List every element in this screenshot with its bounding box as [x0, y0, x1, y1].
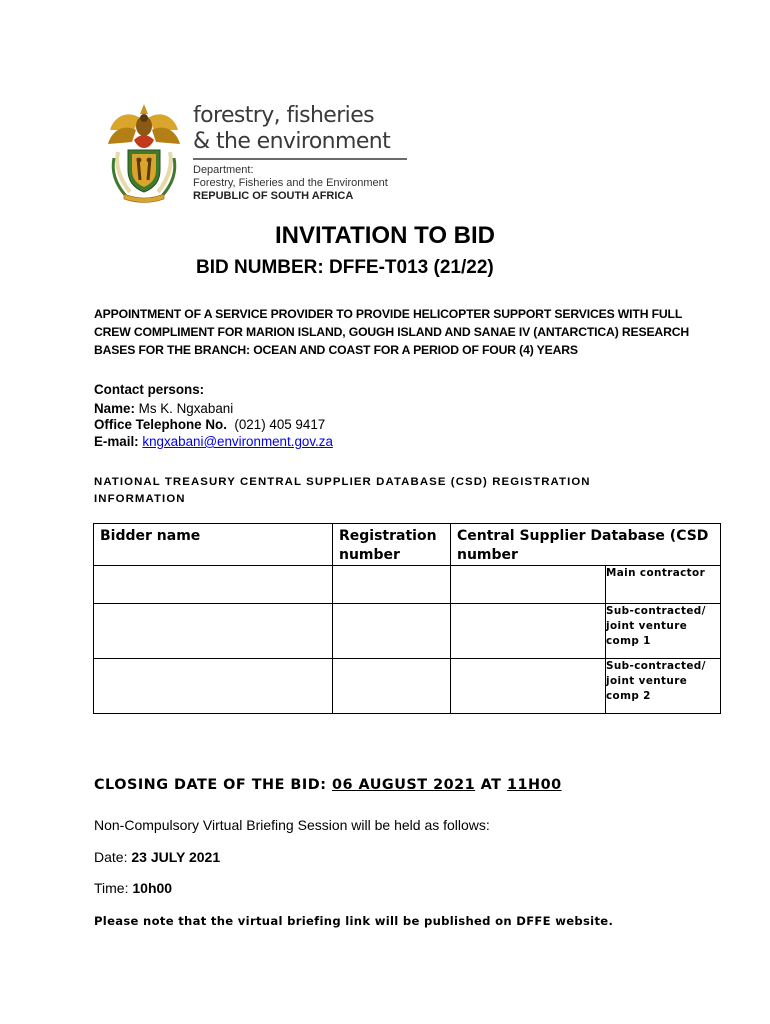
registration-number-cell[interactable] [333, 566, 451, 604]
coat-of-arms-logo [104, 100, 184, 204]
department-label: Department: [193, 164, 254, 176]
table-row [94, 604, 721, 659]
contact-name-value: Ms K. Ngxabani [138, 401, 234, 416]
table-row [94, 659, 721, 714]
briefing-session-text: Non-Compulsory Virtual Briefing Session will be held as follows: [94, 817, 490, 833]
brand-name-line-2: & the environment [193, 129, 391, 154]
csd-number-cell[interactable] [451, 604, 606, 659]
csd-section-heading: NATIONAL TREASURY CENTRAL SUPPLIER DATABASE (CSD) REGISTRATION INFORMATION [94, 476, 591, 505]
registration-number-cell[interactable] [333, 659, 451, 714]
document-title: INVITATION TO BID [275, 222, 495, 249]
csd-number-cell[interactable] [451, 566, 606, 604]
csd-number-cell[interactable] [451, 659, 606, 714]
closing-time-value: 11H00 [507, 777, 562, 793]
contact-email-link[interactable]: kngxabani@environment.gov.za [142, 434, 333, 449]
country-name: REPUBLIC OF SOUTH AFRICA [193, 190, 354, 202]
briefing-date-label: Date: [94, 849, 128, 865]
briefing-date [94, 848, 220, 866]
contact-telephone [94, 416, 325, 433]
brand-name-line-1: forestry, fisheries [193, 103, 374, 128]
description-line: BASES FOR THE BRANCH: OCEAN AND COAST FOR A PERIOD OF FOUR (4) YEARS [94, 343, 578, 357]
csd-registration-table [93, 523, 721, 714]
briefing-date-value: 23 JULY 2021 [131, 849, 221, 865]
role-label: Sub-contracted/ joint venture comp 2 [606, 659, 721, 714]
contact-telephone-label: Office Telephone No. [94, 417, 227, 432]
header-bidder-name: Bidder name [94, 524, 333, 566]
description-line: APPOINTMENT OF A SERVICE PROVIDER TO PROVIDE HELICOPTER SUPPORT SERVICES WITH FULL [94, 307, 683, 321]
bidder-name-cell[interactable] [94, 566, 333, 604]
closing-at: AT [480, 777, 502, 793]
bid-number: BID NUMBER: DFFE-T013 (21/22) [196, 257, 494, 278]
closing-label: CLOSING DATE OF THE BID: [94, 777, 327, 793]
briefing-time-label: Time: [94, 880, 129, 896]
contact-name [94, 400, 233, 417]
contact-telephone-value: (021) 405 9417 [234, 417, 326, 432]
bidder-name-cell[interactable] [94, 604, 333, 659]
brand-divider [193, 158, 407, 160]
role-label: Main contractor [606, 566, 721, 604]
bid-description [94, 305, 694, 359]
header-registration-number: Registration number [333, 524, 451, 566]
briefing-note: Please note that the virtual briefing link will be published on DFFE website. [94, 914, 614, 928]
contact-email-label: E-mail: [94, 434, 139, 449]
briefing-time-value: 10h00 [132, 880, 173, 896]
department-name: Forestry, Fisheries and the Environment [193, 177, 388, 189]
table-row [94, 566, 721, 604]
header-csd-number: Central Supplier Database (CSD number [451, 524, 721, 566]
closing-date [94, 776, 562, 794]
contact-heading: Contact persons: [94, 382, 205, 397]
closing-date-value: 06 AUGUST 2021 [331, 777, 476, 793]
registration-number-cell[interactable] [333, 604, 451, 659]
role-label: Sub-contracted/ joint venture comp 1 [606, 604, 721, 659]
briefing-time [94, 879, 172, 897]
contact-email [94, 433, 333, 450]
contact-name-label: Name: [94, 401, 135, 416]
bidder-name-cell[interactable] [94, 659, 333, 714]
description-line: CREW COMPLIMENT FOR MARION ISLAND, GOUGH ISLAND AND SANAE IV (ANTARCTICA) RESEARCH [94, 325, 690, 339]
